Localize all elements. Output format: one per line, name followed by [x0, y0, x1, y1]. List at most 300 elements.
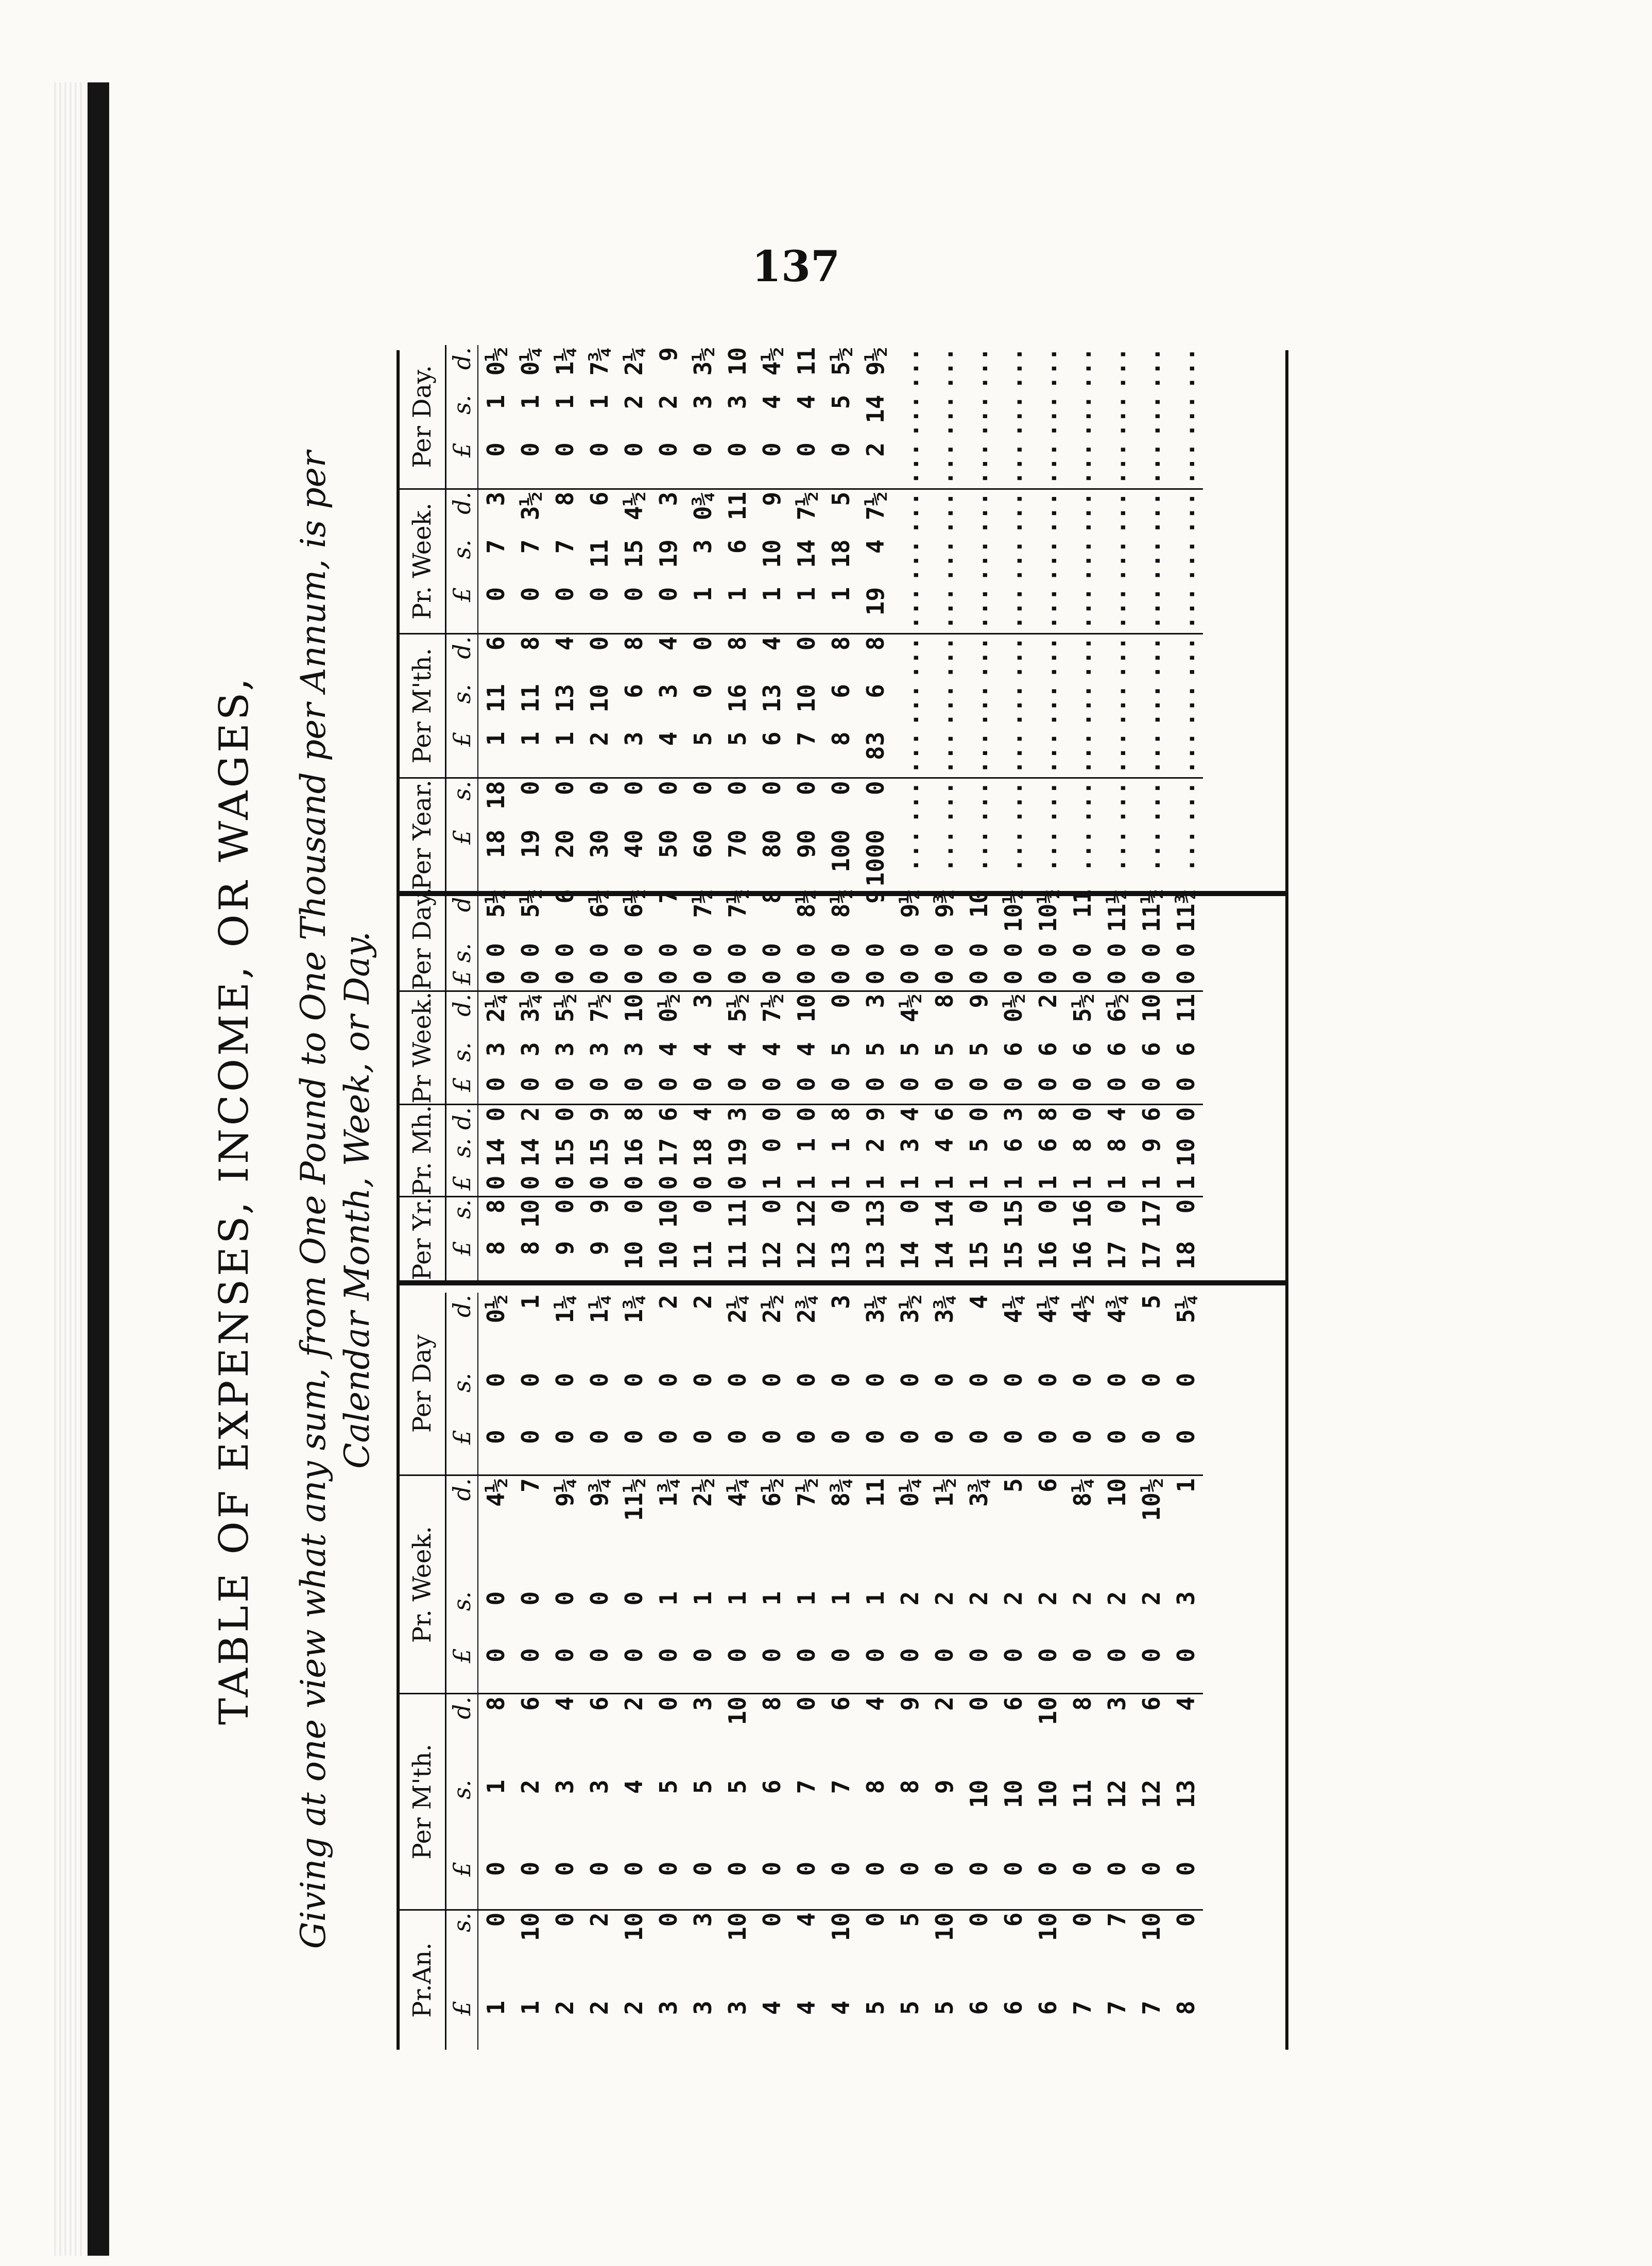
table-cell: 0 — [550, 1077, 579, 1092]
table-cell: 2 — [654, 394, 682, 409]
table-cell: 4¼ — [720, 1475, 754, 1589]
table-cell: 0 — [896, 1861, 924, 1876]
table-cell: 8 — [547, 489, 582, 537]
table-cell: 6 — [758, 1779, 786, 1794]
table-cell: 0 — [516, 587, 544, 602]
table-cell: 11 — [1068, 889, 1096, 918]
table-cell: 0 — [1103, 1077, 1131, 1092]
book-spine-edge — [88, 82, 109, 2256]
table-cell: 0 — [547, 1910, 582, 1999]
table-cell: ... — [965, 587, 993, 630]
table-cell: 6 — [1034, 1042, 1062, 1057]
table-cell: 1000 — [861, 829, 889, 887]
table-cell: 10 — [616, 991, 651, 1040]
table-cell: 3 — [689, 394, 717, 409]
table-cell: 6 — [582, 1694, 616, 1778]
table-cell: 6 — [582, 489, 616, 537]
table-cell: 0 — [513, 778, 547, 828]
table-cell: 1 — [1172, 1175, 1200, 1190]
table-cell: 0½ — [996, 991, 1030, 1040]
table-cell: 0 — [550, 970, 579, 985]
table-cell: ... — [1034, 539, 1062, 582]
table-cell: 0 — [789, 1104, 823, 1136]
table-cell: 9¾ — [582, 1475, 616, 1589]
table-cell: 0 — [758, 442, 786, 457]
table-cell: 0 — [1034, 1430, 1062, 1444]
table-cell: 0 — [516, 970, 544, 985]
table-cell: ... — [999, 347, 1027, 390]
table-cell: 0 — [723, 1430, 751, 1444]
table-cell: 0 — [1137, 1430, 1165, 1444]
table-cell: 2 — [896, 1591, 924, 1606]
table-row — [547, 1293, 582, 2050]
table-cell: ... — [892, 778, 927, 828]
table-row — [1099, 345, 1134, 891]
table-cell: 0 — [516, 1648, 544, 1662]
table-block-c — [400, 345, 1285, 896]
table-cell: 8¼ — [792, 889, 820, 918]
table-cell: ... — [896, 539, 924, 582]
table-cell: 7½ — [789, 1475, 823, 1589]
table-cell: 0 — [654, 943, 682, 957]
table-cell: 0 — [827, 1077, 855, 1092]
table-row — [961, 887, 996, 1280]
table-cell: 1 — [585, 394, 613, 409]
table-cell: ... — [965, 684, 993, 727]
table-cell: 10 — [1099, 1475, 1134, 1589]
table-cell: ... — [1137, 731, 1165, 775]
table-cell: 0 — [481, 1648, 510, 1662]
table-cell: 1 — [689, 1591, 717, 1606]
table-cell: 0 — [685, 1196, 720, 1239]
table-cell: 6 — [827, 684, 855, 698]
table-cell: 5½ — [1065, 991, 1099, 1040]
table-cell: 6 — [823, 1694, 858, 1778]
table-cell: 0 — [1103, 970, 1131, 985]
table-cell: ... — [1137, 539, 1165, 582]
table-cell: 0 — [1034, 1861, 1062, 1876]
table-cell: 0 — [1065, 1910, 1099, 1999]
unit-label: s. — [446, 1196, 478, 1239]
table-cell: 19 — [723, 1138, 751, 1167]
table-cell: 8 — [927, 991, 961, 1040]
table-cell: ... — [1134, 489, 1168, 537]
table-cell: 3 — [550, 1779, 579, 1794]
table-cell: 0 — [620, 1591, 648, 1606]
table-cell: 0 — [585, 1430, 613, 1444]
table-cell: ... — [1068, 829, 1096, 872]
table-cell: 10 — [758, 539, 786, 568]
column-header: Per Day. — [400, 887, 446, 991]
table-cell: 0 — [1065, 1104, 1099, 1136]
table-cell: 0 — [861, 1372, 889, 1387]
unit-label: d. — [446, 1104, 478, 1136]
table-cell: 3 — [720, 1104, 754, 1136]
table-cell: 2½ — [685, 1475, 720, 1589]
table-cell: 0 — [585, 970, 613, 985]
table-cell: 9¼ — [547, 1475, 582, 1589]
table-row — [478, 1293, 513, 2050]
table-cell: 13 — [861, 1241, 889, 1269]
table-cell: ... — [1172, 731, 1200, 775]
table-cell: 0 — [827, 442, 855, 457]
table-cell: 11 — [792, 347, 820, 376]
table-cell: 10½ — [1034, 889, 1062, 932]
table-cell: 0 — [1168, 1910, 1203, 1999]
table-cell: 8 — [481, 1241, 510, 1256]
table-row — [685, 1293, 720, 2050]
table-cell: 0 — [689, 1077, 717, 1092]
table-cell: 4½ — [1068, 1295, 1096, 1324]
table-cell: 5 — [723, 731, 751, 746]
table-cell: 13 — [550, 684, 579, 713]
table-cell: ... — [896, 829, 924, 872]
table-cell: 8 — [616, 1104, 651, 1136]
table-cell: 17 — [1103, 1241, 1131, 1269]
table-cell: 14 — [481, 1138, 510, 1167]
table-cell: ... — [999, 731, 1027, 775]
table-cell: 9 — [930, 1779, 958, 1794]
table-cell: 4¼ — [1034, 1295, 1062, 1324]
table-cell: 20 — [550, 829, 579, 859]
table-cell: ... — [961, 633, 996, 682]
table-row — [754, 345, 789, 891]
table-cell: 0 — [758, 1138, 786, 1153]
table-cell: 0 — [965, 1861, 993, 1876]
table-cell: 0 — [585, 1861, 613, 1876]
table-cell: 1 — [792, 1138, 820, 1153]
table-cell: 0 — [1068, 1077, 1096, 1092]
unit-label: £ — [446, 1239, 478, 1280]
table-cell: 0 — [654, 1648, 682, 1662]
table-cell: 8 — [758, 889, 786, 904]
table-cell: 0 — [654, 1372, 682, 1387]
unit-label: £ — [446, 1174, 478, 1197]
table-cell: 0¼ — [516, 347, 544, 376]
table-cell: 4 — [685, 1104, 720, 1136]
table-cell: ... — [1103, 347, 1131, 390]
table-cell: 0 — [723, 1372, 751, 1387]
table-cell: ... — [999, 539, 1027, 582]
table-block-c-grid — [400, 345, 1203, 891]
table-cell: 0 — [1068, 1861, 1096, 1876]
table-cell: 7¼ — [689, 889, 717, 918]
table-cell: 4 — [792, 2000, 820, 2015]
table-cell: 11 — [720, 489, 754, 537]
table-cell: 7½ — [754, 991, 789, 1040]
book-gutter-shadow — [54, 82, 85, 2256]
table-cell: 0 — [1172, 1430, 1200, 1444]
table-cell: 0 — [758, 1861, 786, 1876]
table-cell: 1 — [516, 1295, 544, 1309]
table-cell: 2 — [1034, 1591, 1062, 1606]
table-cell: 0 — [827, 970, 855, 985]
table-cell: 3 — [723, 394, 751, 409]
table-cell: 6½ — [620, 889, 648, 918]
table-cell: 13 — [1172, 1779, 1200, 1809]
table-cell: 4 — [689, 1042, 717, 1057]
table-cell: 1 — [516, 394, 544, 409]
table-cell: ... — [996, 778, 1030, 828]
table-cell: 70 — [723, 829, 751, 859]
table-cell: 12 — [792, 1241, 820, 1269]
table-cell: 6 — [1030, 1475, 1065, 1589]
table-cell: 0 — [1172, 970, 1200, 985]
table-cell: 6 — [1034, 2000, 1062, 2015]
table-cell: 2 — [585, 731, 613, 746]
column-header: Pr Week. — [400, 991, 446, 1104]
table-cell: 6 — [513, 1694, 547, 1778]
table-title: TABLE OF EXPENSES, INCOME, OR WAGES, — [211, 675, 257, 1725]
column-header: Per Yr. — [400, 1196, 446, 1280]
header-row — [400, 1293, 446, 2050]
table-cell: 16 — [620, 1138, 648, 1167]
table-cell: 7 — [792, 731, 820, 746]
table-cell: 1¾ — [620, 1295, 648, 1324]
table-cell: 15 — [965, 1241, 993, 1269]
table-cell: 15 — [996, 1196, 1030, 1239]
column-header: Per Day. — [400, 345, 446, 489]
table-cell: 1¼ — [550, 1295, 579, 1324]
table-cell: 0 — [689, 1175, 717, 1190]
unit-label: s. — [446, 941, 478, 968]
table-cell: 4 — [1099, 1104, 1134, 1136]
unit-label: £ — [446, 585, 478, 633]
table-row — [789, 345, 823, 891]
table-cell: 17 — [654, 1138, 682, 1167]
unit-label: s. — [446, 537, 478, 585]
table-row — [582, 345, 616, 891]
table-cell: 3 — [1099, 1694, 1134, 1778]
table-cell: 10 — [792, 684, 820, 713]
table-cell: 3 — [478, 489, 513, 537]
table-cell: 7 — [481, 539, 510, 554]
table-cell: 0 — [1034, 943, 1062, 957]
table-cell: 1 — [792, 1175, 820, 1190]
table-cell: 0 — [723, 970, 751, 985]
table-row — [823, 345, 858, 891]
table-cell: ... — [1034, 442, 1062, 486]
table-cell: 0 — [481, 970, 510, 985]
table-cell: ... — [896, 347, 924, 390]
table-cell: 3 — [654, 684, 682, 698]
table-cell: 3 — [1172, 1591, 1200, 1606]
table-cell: ... — [965, 347, 993, 390]
table-cell: 7½ — [789, 489, 823, 537]
table-cell: 4 — [654, 1042, 682, 1057]
table-cell: 1 — [827, 1591, 855, 1606]
table-cell: 1 — [1034, 1175, 1062, 1190]
table-row — [1168, 345, 1203, 891]
table-row — [478, 887, 513, 1280]
table-row — [1065, 345, 1099, 891]
table-row — [513, 1293, 547, 2050]
table-cell: 6 — [1034, 1138, 1062, 1153]
table-cell: 4 — [858, 1694, 892, 1778]
table-cell: 1 — [723, 587, 751, 602]
table-cell: 0 — [516, 943, 544, 957]
table-row — [1134, 887, 1168, 1280]
table-cell: 14 — [896, 1241, 924, 1269]
table-cell: 10 — [720, 1910, 754, 1999]
table-cell: 0 — [620, 1648, 648, 1662]
table-cell: 0 — [896, 943, 924, 957]
table-cell: 0 — [965, 1372, 993, 1387]
table-cell: 3¼ — [861, 1295, 889, 1324]
table-cell: 4 — [758, 1042, 786, 1057]
table-cell: 10¼ — [999, 889, 1027, 932]
table-cell: 0 — [930, 970, 958, 985]
table-cell: 1 — [827, 1138, 855, 1153]
table-cell: 6 — [478, 633, 513, 682]
table-cell: 2 — [1103, 1591, 1131, 1606]
units-row — [446, 345, 478, 891]
table-cell: 5½ — [516, 889, 544, 918]
table-cell: 1 — [516, 731, 544, 746]
table-cell: 0 — [1103, 1372, 1131, 1387]
table-cell: ... — [965, 829, 993, 872]
table-cell: 0 — [516, 442, 544, 457]
table-cell: 3 — [896, 1138, 924, 1153]
units-row — [446, 1293, 478, 2050]
table-cell: 0 — [754, 778, 789, 828]
table-row — [823, 1293, 858, 2050]
table-cell: 4 — [758, 2000, 786, 2015]
table-cell: ... — [965, 731, 993, 775]
table-cell: 5¼ — [1172, 1295, 1200, 1324]
table-cell: 0 — [827, 1430, 855, 1444]
table-cell: 3 — [827, 1295, 855, 1309]
table-cell: 0 — [1103, 1861, 1131, 1876]
table-cell: 0 — [792, 970, 820, 985]
table-row — [892, 887, 927, 1280]
table-cell: 8¾ — [823, 1475, 858, 1589]
table-row — [961, 345, 996, 891]
table-cell: ... — [1137, 587, 1165, 630]
unit-label: d. — [446, 1475, 478, 1589]
table-cell: 2 — [930, 1591, 958, 1606]
table-cell: ... — [999, 684, 1027, 727]
table-cell: 9 — [961, 991, 996, 1040]
column-header: Per M'th. — [400, 1694, 446, 1910]
table-cell: ... — [930, 731, 958, 775]
table-cell: 7 — [827, 1779, 855, 1794]
table-cell: 0 — [689, 1861, 717, 1876]
table-cell: 0 — [651, 1694, 685, 1778]
table-row — [513, 345, 547, 891]
table-cell: 8 — [823, 633, 858, 682]
table-cell: ... — [1103, 539, 1131, 582]
table-cell: 8 — [858, 633, 892, 682]
table-cell: 9 — [861, 889, 889, 904]
table-row — [961, 1293, 996, 2050]
table-cell: 12 — [1103, 1779, 1131, 1809]
unit-label: d. — [446, 345, 478, 393]
wages-table — [397, 347, 1288, 2050]
table-cell: 0 — [1034, 1648, 1062, 1662]
table-cell: 0 — [961, 1910, 996, 1999]
table-cell: 0 — [792, 1077, 820, 1092]
table-cell: 2½ — [758, 1295, 786, 1324]
table-row — [616, 887, 651, 1280]
table-cell: ... — [927, 489, 961, 537]
table-cell: 12 — [758, 1241, 786, 1269]
table-row — [582, 1293, 616, 2050]
table-cell: 0 — [999, 1861, 1027, 1876]
table-cell: 3 — [689, 539, 717, 554]
table-cell: ... — [1134, 778, 1168, 828]
table-row — [1099, 1293, 1134, 2050]
table-row — [685, 345, 720, 891]
table-cell: 1 — [1137, 1175, 1165, 1190]
page-number: 137 — [752, 242, 840, 291]
table-cell: 0 — [723, 1077, 751, 1092]
table-cell: 0 — [930, 1372, 958, 1387]
table-cell: 14 — [516, 1138, 544, 1167]
table-cell: 11 — [585, 539, 613, 568]
table-cell: 2 — [620, 394, 648, 409]
table-cell: 0 — [1172, 1861, 1200, 1876]
table-row — [927, 345, 961, 891]
table-cell: 8 — [516, 1241, 544, 1256]
table-cell: 0 — [861, 943, 889, 957]
table-cell: 10 — [616, 1910, 651, 1999]
table-cell: 6 — [758, 731, 786, 746]
table-cell: 0 — [582, 778, 616, 828]
table-cell: ... — [1172, 829, 1200, 872]
table-cell: 7 — [513, 1475, 547, 1589]
table-row — [858, 887, 892, 1280]
table-cell: 5 — [861, 2000, 889, 2015]
table-cell: 14 — [792, 539, 820, 568]
table-cell: 2¼ — [620, 347, 648, 376]
table-cell: 0 — [481, 1077, 510, 1092]
table-cell: 2¼ — [723, 1295, 751, 1324]
table-cell: ... — [930, 394, 958, 438]
table-cell: 10 — [1030, 1694, 1065, 1778]
table-cell: 18 — [481, 829, 510, 859]
table-cell: 9 — [654, 347, 682, 362]
table-cell: 0 — [481, 1430, 510, 1444]
table-cell: 4 — [792, 1042, 820, 1057]
table-cell: 15 — [550, 1138, 579, 1167]
table-cell: ... — [965, 442, 993, 486]
table-row — [1030, 887, 1065, 1280]
table-cell: 50 — [654, 829, 682, 859]
table-cell: 5 — [827, 394, 855, 409]
table-cell: 8 — [896, 1779, 924, 1794]
table-cell: 17 — [1134, 1196, 1168, 1239]
table-cell: 1 — [999, 1175, 1027, 1190]
table-cell: 0 — [792, 442, 820, 457]
table-cell: 0 — [654, 442, 682, 457]
table-cell: 5¼ — [481, 889, 510, 918]
table-cell: 1 — [861, 1175, 889, 1190]
table-cell: 3 — [585, 1779, 613, 1794]
unit-label: £ — [446, 1860, 478, 1910]
table-cell: 3 — [620, 1042, 648, 1057]
table-cell: ... — [999, 587, 1027, 630]
table-cell: 6 — [965, 2000, 993, 2015]
table-cell: 5½ — [827, 347, 855, 376]
table-cell: ... — [1068, 587, 1096, 630]
table-row — [616, 345, 651, 891]
table-cell: 0 — [550, 1861, 579, 1876]
table-cell: 4 — [754, 633, 789, 682]
table-cell: 0 — [616, 778, 651, 828]
table-cell: ... — [1103, 829, 1131, 872]
table-cell: 0 — [1068, 970, 1096, 985]
